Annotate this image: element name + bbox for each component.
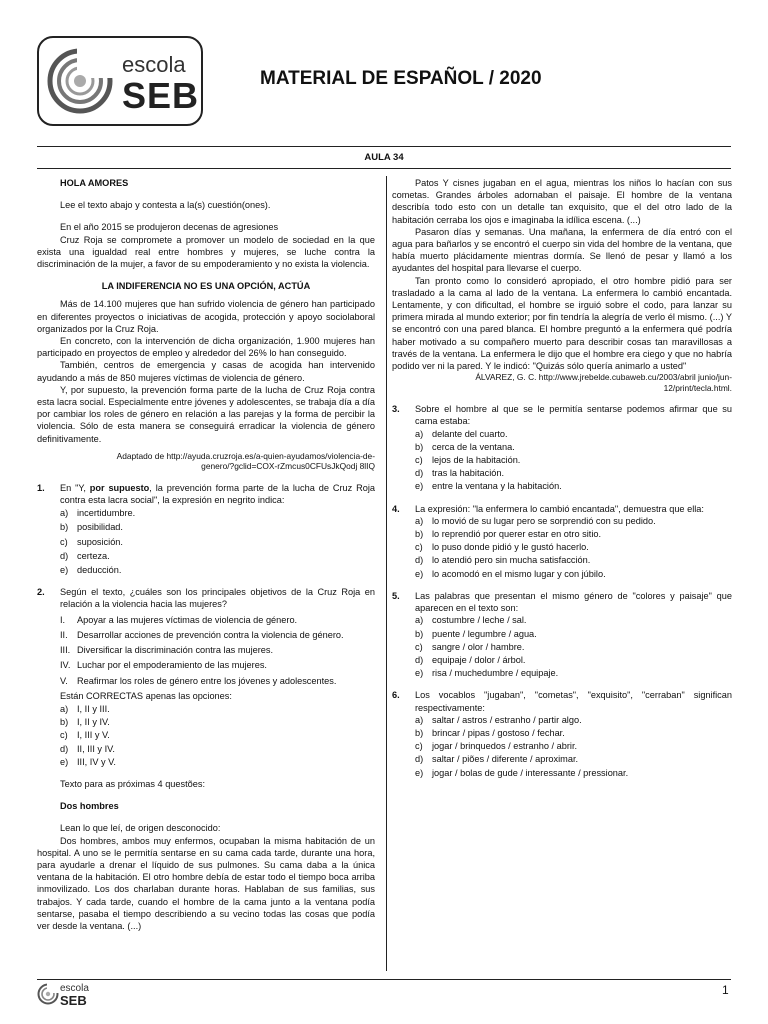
option-letter: d) [415, 754, 424, 765]
option-letter: b) [60, 717, 69, 728]
question-2-stem: Están CORRECTAS apenas las opciones: [60, 690, 232, 701]
story-paragraph-4: Pasaron días y semanas. Una mañana, la enfermera de día entró con el agua para bañarlos y se encontró el cuerpo sin vida del hombre de la ventana, que había muerto plácidamente mientras dormía. Se llenó de pesar y llamó a los ayudantes del hospital para llevarse el cuerpo. [392, 226, 732, 274]
option-letter: a) [415, 714, 424, 725]
option-letter: d) [415, 555, 424, 566]
option-letter: c) [415, 641, 423, 652]
question-number: 3. [392, 404, 400, 415]
option-letter: e) [60, 565, 69, 576]
q1-options [37, 507, 375, 576]
option-letter: b) [60, 522, 69, 533]
logo [37, 36, 203, 126]
option-text: costumbre / leche / sal. [432, 615, 527, 626]
option-letter: d) [60, 743, 69, 754]
question-text: Las palabras que presentan el mismo género de "colores y paisaje" que aparecen en el texto son: [415, 590, 732, 614]
q2-statements [37, 614, 375, 687]
document-title: MATERIAL DE ESPAÑOL / 2020 [260, 68, 542, 89]
option[interactable] [392, 767, 732, 779]
option-text: posibilidad. [77, 522, 123, 533]
body-paragraph-3: También, centros de emergencia y casas de acogida han intervenido ayudando a más de 850 mujeres víctimas de violencia de género. [37, 360, 375, 383]
statement [37, 644, 375, 656]
statement-text: Apoyar a las mujeres víctimas de violencia de género. [77, 614, 298, 625]
option[interactable] [392, 727, 732, 739]
statement [37, 659, 375, 671]
option[interactable] [392, 740, 732, 752]
story-title: Dos hombres [60, 801, 119, 812]
statement-number: IV. [60, 660, 71, 671]
option-text: certeza. [77, 550, 110, 561]
option-text: jogar / brinquedos / estranho / abrir. [432, 741, 578, 752]
option-text: saltar / piões / diferente / aproximar. [432, 754, 579, 765]
question-number: 5. [392, 590, 400, 601]
option-letter: b) [415, 727, 424, 738]
option-letter: c) [60, 536, 68, 547]
option[interactable] [392, 467, 732, 479]
option-text: incertidumbre. [77, 508, 136, 519]
next-text-label: Texto para as próximas 4 questões: [60, 778, 206, 789]
question-3 [392, 403, 732, 427]
greeting: HOLA AMORES [60, 178, 129, 188]
option[interactable] [392, 753, 732, 765]
option-text: delante del cuarto. [432, 428, 508, 439]
logo-escola-text: escola [122, 52, 186, 77]
right-column [392, 177, 732, 779]
option-letter: c) [415, 455, 423, 466]
q2-options [37, 703, 375, 768]
option-letter: a) [415, 615, 424, 626]
option[interactable] [392, 641, 732, 653]
question-4 [392, 503, 732, 515]
option-text: sangre / olor / hambre. [432, 641, 525, 652]
statement-number: III. [60, 645, 71, 656]
logo-seb-text: SEB [122, 75, 200, 116]
option[interactable] [392, 554, 732, 566]
option[interactable] [392, 528, 732, 540]
option-letter: c) [415, 542, 423, 553]
option[interactable] [37, 716, 375, 728]
question-number: 6. [392, 690, 400, 701]
option-text: lejos de la habitación. [432, 455, 521, 466]
body-paragraph-4: Y, por supuesto, la prevención forma parte de la lucha de Cruz Roja contra esta lacra social. Especialmente entre jóvenes y adolescentes, se trabaja día a día por cambiar los roles de género en relación a las parejas y la forma de percibir la violencia. Sólo de esta manera se conseguirá erradicar la violencia de género definitivamente. [37, 384, 375, 444]
option-text: suposición. [77, 536, 123, 547]
question-text-post: , la prevención forma parte de la lucha de Cruz Roja contra esta lacra social", la expresión en negrito indica: [60, 482, 375, 506]
option[interactable] [37, 729, 375, 741]
option-letter: a) [60, 508, 69, 519]
q5-options [392, 614, 732, 679]
statement-text: Luchar por el empoderamiento de las mujeres. [77, 660, 267, 671]
option-letter: e) [415, 481, 424, 492]
option[interactable] [392, 515, 732, 527]
question-number: 4. [392, 503, 400, 514]
q3-options [392, 428, 732, 493]
option-text: deducción. [77, 565, 122, 576]
option-text: entre la ventana y la habitación. [432, 481, 562, 492]
option-letter: a) [60, 703, 69, 714]
option-text: lo acomodó en el mismo lugar y con júbilo. [432, 568, 606, 579]
option-letter: d) [415, 654, 424, 665]
question-5 [392, 590, 732, 614]
instruction: Lee el texto abajo y contesta a la(s) cuestión(ones). [60, 200, 271, 211]
option-letter: e) [60, 756, 69, 767]
option-text: lo puso donde pidió y le gustó hacerlo. [432, 542, 589, 553]
q4-options [392, 515, 732, 580]
story-paragraph-2: Dos hombres, ambos muy enfermos, ocupaban la misma habitación de un hospital. A uno se le permitía sentarse en su cama cada tarde, durante una hora, para ayudarle a drenar el líquido de sus pulmones. Su cama daba a la única ventana de la habitación. El otro hombre debía de estar todo el tiempo boca arriba inmovilizado. Los dos charlaban durante horas. Hablaban de sus familias, sus trabajos. Y cada tarde, cuando el hombre de la cama junto a la ventana podía sentarse, pasaba el tiempo describiendo a su vecino todas las cosas que podía ver desde la ventana. (...) [37, 835, 375, 931]
option[interactable] [392, 568, 732, 580]
option-text: risa / muchedumbre / equipaje. [432, 668, 559, 679]
option[interactable] [37, 703, 375, 715]
option[interactable] [392, 441, 732, 453]
body-paragraph-2: En concreto, con la intervención de dicha organización, 1.900 mujeres han participado en proyectos de empleo y alrededor del 26% lo han conseguido. [37, 336, 375, 359]
intro-paragraph-1: En el año 2015 se produjeron decenas de agresiones [60, 222, 279, 233]
statement [37, 614, 375, 626]
option[interactable] [37, 521, 375, 533]
option-text: puente / legumbre / agua. [432, 628, 537, 639]
left-column [37, 177, 375, 932]
statement-text: Desarrollar acciones de prevención contra la violencia de género. [77, 629, 344, 640]
statement [37, 629, 375, 641]
question-text: Según el texto, ¿cuáles son los principales objetivos de la Cruz Roja en relación a la violencia hacia las mujeres? [60, 587, 375, 610]
question-text: Sobre el hombre al que se le permitía sentarse podemos afirmar que su cama estaba: [415, 404, 732, 427]
option-letter: c) [60, 730, 68, 741]
option[interactable] [37, 550, 375, 562]
option-letter: e) [415, 568, 424, 579]
option-letter: d) [415, 468, 424, 479]
option[interactable] [392, 480, 732, 492]
page-number: 1 [722, 983, 729, 997]
question-1 [37, 482, 375, 506]
option-text: brincar / pipas / gostoso / fechar. [432, 727, 565, 738]
option-text: jogar / bolas de gude / interessante / pressionar. [432, 767, 629, 778]
statement-number: II. [60, 629, 68, 640]
q6-options [392, 714, 732, 779]
option-letter: e) [415, 767, 424, 778]
option[interactable] [392, 654, 732, 666]
statement-number: V. [60, 675, 68, 686]
option[interactable] [392, 454, 732, 466]
option-letter: e) [415, 668, 424, 679]
question-6 [392, 689, 732, 713]
option-text: saltar / astros / estranho / partir algo. [432, 714, 582, 725]
question-text-pre: En "Y, [60, 482, 90, 493]
option[interactable] [392, 714, 732, 726]
option-letter: d) [60, 550, 69, 561]
footer-divider [37, 979, 731, 980]
question-number: 2. [37, 587, 45, 598]
option-text: tras la habitación. [432, 468, 505, 479]
option-letter: c) [415, 741, 423, 752]
footer-logo-icon [37, 983, 59, 1005]
question-number: 1. [37, 482, 45, 493]
story-paragraph-1: Lean lo que leí, de origen desconocido: [60, 823, 221, 834]
option[interactable] [37, 564, 375, 576]
body-paragraph-1: Más de 14.100 mujeres que han sufrido violencia de género han participado en diferentes proyectos o iniciativas de acogida, protección y apoyo sociolaboral organizados por la Cruz Roja. [37, 299, 375, 334]
option[interactable] [392, 428, 732, 440]
section-title: LA INDIFERENCIA NO ES UNA OPCIÓN, ACTÚA [101, 281, 311, 292]
option[interactable] [392, 667, 732, 679]
question-2 [37, 586, 375, 610]
option-text: lo atendió pero sin mucha satisfacción. [432, 555, 591, 566]
header-divider [37, 146, 731, 147]
option-text: I, II y IV. [77, 717, 110, 728]
option-text: II, III y IV. [77, 743, 115, 754]
question-text: Los vocablos "jugaban", "cometas", "exquisito", "cerraban" significan respectivamente: [415, 690, 732, 713]
option-text: I, III y V. [77, 730, 110, 741]
option[interactable] [37, 536, 375, 548]
option-text: I, II y III. [77, 703, 110, 714]
story-paragraph-5: Tan pronto como lo consideró apropiado, el otro hombre pidió para ser trasladado a la cama al lado de la ventana. La enfermera lo cambió encantada. Lentamente, y con dificultad, el hombre se irguió sobre el codo, para lanzar su primera mirada al mundo exterior; por fin tendría la alegría de verlo él mismo. (...) Y se encontró con una pared blanca. El hombre preguntó a la enfermera qué podría haber motivado a su compañero muerto para describir cosas tan maravillosas a través de la ventana. La enfermera le dijo que el hombre era ciego y que no habría podido ver ni la pared. Y le indicó: "Quizás sólo quería animarlo a usted" [392, 275, 732, 372]
option[interactable] [392, 628, 732, 640]
option-text: lo reprendió por querer estar en otro sitio. [432, 529, 602, 540]
option-text: cerca de la ventana. [432, 441, 515, 452]
column-divider [386, 176, 387, 971]
option-letter: b) [415, 529, 424, 540]
option-letter: b) [415, 628, 424, 639]
option[interactable] [392, 614, 732, 626]
statement-text: Diversificar la discriminación contra las mujeres. [77, 645, 274, 656]
option[interactable] [392, 541, 732, 553]
option[interactable] [37, 743, 375, 755]
intro-paragraph-2: Cruz Roja se compromete a promover un modelo de sociedad en la que exista una igualdad real entre hombres y mujeres, se luche contra la discriminación de la mujer, a favor de su empoderamiento y no exista la violencia. [37, 234, 375, 270]
footer-seb-text: SEB [60, 993, 87, 1008]
option-letter: b) [415, 441, 424, 452]
option-text: lo movió de su lugar pero se sorprendió con su pedido. [432, 515, 656, 526]
aula-label: AULA 34 [364, 152, 404, 163]
escola-seb-logo-icon [47, 48, 113, 114]
statement-text: Reafirmar los roles de género entre los jóvenes y adolescentes. [77, 675, 337, 686]
option-letter: a) [415, 428, 424, 439]
aula-divider [37, 168, 731, 169]
option[interactable] [37, 507, 375, 519]
option-letter: a) [415, 515, 424, 526]
question-text: La expresión: "la enfermera lo cambió encantada", demuestra que ella: [415, 503, 704, 514]
source-citation: Adaptado de http://ayuda.cruzroja.es/a-quien-ayudamos/violencia-de-genero/?gclid=COX-rZmcus0CFUsJkQodj 8lIQ [116, 450, 375, 472]
statement [37, 675, 375, 687]
story-source: ÁLVAREZ, G. C. http://www.jrebelde.cubaweb.cu/2003/abril junio/jun-12/print/tecla.html. [475, 372, 732, 393]
option-text: III, IV y V. [77, 756, 116, 767]
story-paragraph-3: Patos Y cisnes jugaban en el agua, mientras los niños lo hacían con sus cometas. Grandes árboles adornaban el paisaje. El hombre de la ventana describía todo esto con un detalle tan exquisito, que el del otro lado de la habitación cerraba los ojos e imaginaba la idílica escena. (...) [392, 178, 732, 225]
option[interactable] [37, 756, 375, 768]
option-text: equipaje / dolor / árbol. [432, 654, 526, 665]
footer-escola-text: escola [60, 983, 89, 994]
question-text-bold: por supuesto [89, 482, 150, 493]
statement-number: I. [60, 614, 66, 625]
